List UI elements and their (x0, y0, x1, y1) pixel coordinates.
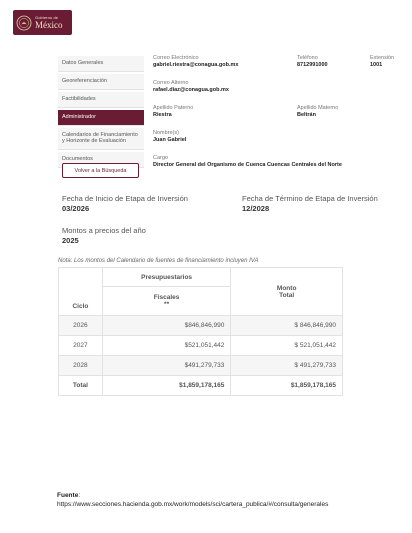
nombre-value: Juan Gabriel (153, 137, 187, 144)
row-fiscales: $521,051,442 (102, 336, 231, 356)
fecha-termino-label: Fecha de Término de Etapa de Inversión (242, 194, 378, 203)
extension-value: 1001 (370, 62, 383, 69)
cargo-field (153, 155, 342, 169)
apellido-paterno-value: Riestra (153, 112, 172, 119)
row-total: $ 521,051,442 (231, 336, 343, 356)
col-header-fiscales: Fiscales (153, 294, 180, 301)
col-header-monto: Monto (276, 284, 297, 292)
col-header-fiscales-cell (102, 287, 231, 316)
correo-label: Correo Electrónico (153, 55, 199, 61)
sidebar-item-administrador[interactable]: Administrador (58, 110, 144, 126)
back-to-search-button[interactable]: Volver a la Búsqueda (62, 163, 139, 178)
apellido-materno-value: Beltrán (297, 112, 316, 119)
table-row (59, 356, 343, 376)
national-seal-icon (16, 15, 32, 31)
correo-alterno-value: rafael.diaz@conagua.gob.mx (153, 87, 229, 94)
col-header-fiscales-sub: ** (164, 301, 170, 308)
source-label: Fuente (57, 492, 79, 499)
apellido-paterno-label: Apellido Paterno (153, 105, 194, 111)
correo-field (153, 55, 238, 69)
gobierno-mexico-logo (13, 10, 72, 35)
telefono-field (297, 55, 328, 69)
total-label: Total (59, 376, 103, 396)
sidebar-item-factibilidades[interactable]: Factibilidades (58, 92, 144, 108)
col-header-monto-total (231, 268, 343, 316)
row-ciclo: 2028 (59, 356, 103, 376)
table-row (59, 316, 343, 336)
table-row (59, 336, 343, 356)
correo-alterno-field (153, 80, 229, 94)
source-block (57, 491, 328, 510)
iva-note: Nota: Los montos del Calendario de fuentes de financiamiento incluyen IVA (58, 258, 259, 264)
total-fiscales: $1,859,178,165 (102, 376, 231, 396)
row-fiscales: $491,279,733 (102, 356, 231, 376)
correo-value: gabriel.riestra@conagua.gob.mx (153, 62, 239, 69)
col-header-ciclo: Ciclo (59, 268, 103, 316)
logo-line-1: Gobierno de (35, 14, 59, 20)
sidebar-item-documentos[interactable]: Documentos (58, 152, 144, 168)
montos-year: 2025 (62, 235, 79, 245)
extension-label: Extensión (370, 55, 395, 61)
fecha-termino-value: 12/2028 (242, 203, 270, 213)
apellido-paterno-field (153, 105, 193, 119)
row-ciclo: 2026 (59, 316, 103, 336)
row-fiscales: $846,846,990 (102, 316, 231, 336)
nombre-field (153, 130, 186, 144)
telefono-value: 8712991000 (297, 62, 328, 69)
telefono-label: Teléfono (297, 55, 318, 61)
col-header-total: Total (279, 291, 295, 299)
cargo-label: Cargo (153, 155, 168, 161)
fecha-inicio-label: Fecha de Inicio de Etapa de Inversión (62, 194, 188, 203)
fecha-termino-block (242, 194, 378, 214)
logo-line-2: México (35, 19, 63, 30)
sidebar-item-georeferenciacion[interactable]: Georeferenciación (58, 74, 144, 90)
extension-field (370, 55, 394, 69)
sidebar-item-calendarios[interactable]: Calendarios de Financiamiento y Horizonte de Evaluación (58, 128, 144, 151)
source-colon: : (78, 492, 81, 499)
montos-label: Montos a precios del año (62, 226, 146, 235)
apellido-materno-field (297, 105, 338, 119)
financing-table (58, 267, 343, 396)
fecha-inicio-value: 03/2026 (62, 203, 90, 213)
row-total: $ 846,846,990 (231, 316, 343, 336)
apellido-materno-label: Apellido Materno (297, 105, 339, 111)
row-ciclo: 2027 (59, 336, 103, 356)
montos-block (62, 226, 146, 246)
cargo-value: Director General del Organismo de Cuenca Cuencas Centrales del Norte (153, 162, 342, 169)
row-total: $ 491,279,733 (231, 356, 343, 376)
col-header-presupuestarios: Presupuestarios (102, 268, 231, 287)
source-url: https://www.secciones.hacienda.gob.mx/work/models/sci/cartera_publica/#/consulta/generales (57, 501, 329, 509)
fecha-inicio-block (62, 194, 188, 214)
total-monto: $1,859,178,165 (231, 376, 343, 396)
sidebar-nav (58, 56, 144, 168)
sidebar-item-datos-generales[interactable]: Datos Generales (58, 56, 144, 72)
correo-alterno-label: Correo Alterno (153, 80, 189, 86)
nombre-label: Nombre(s) (153, 130, 179, 136)
total-row (59, 376, 343, 396)
